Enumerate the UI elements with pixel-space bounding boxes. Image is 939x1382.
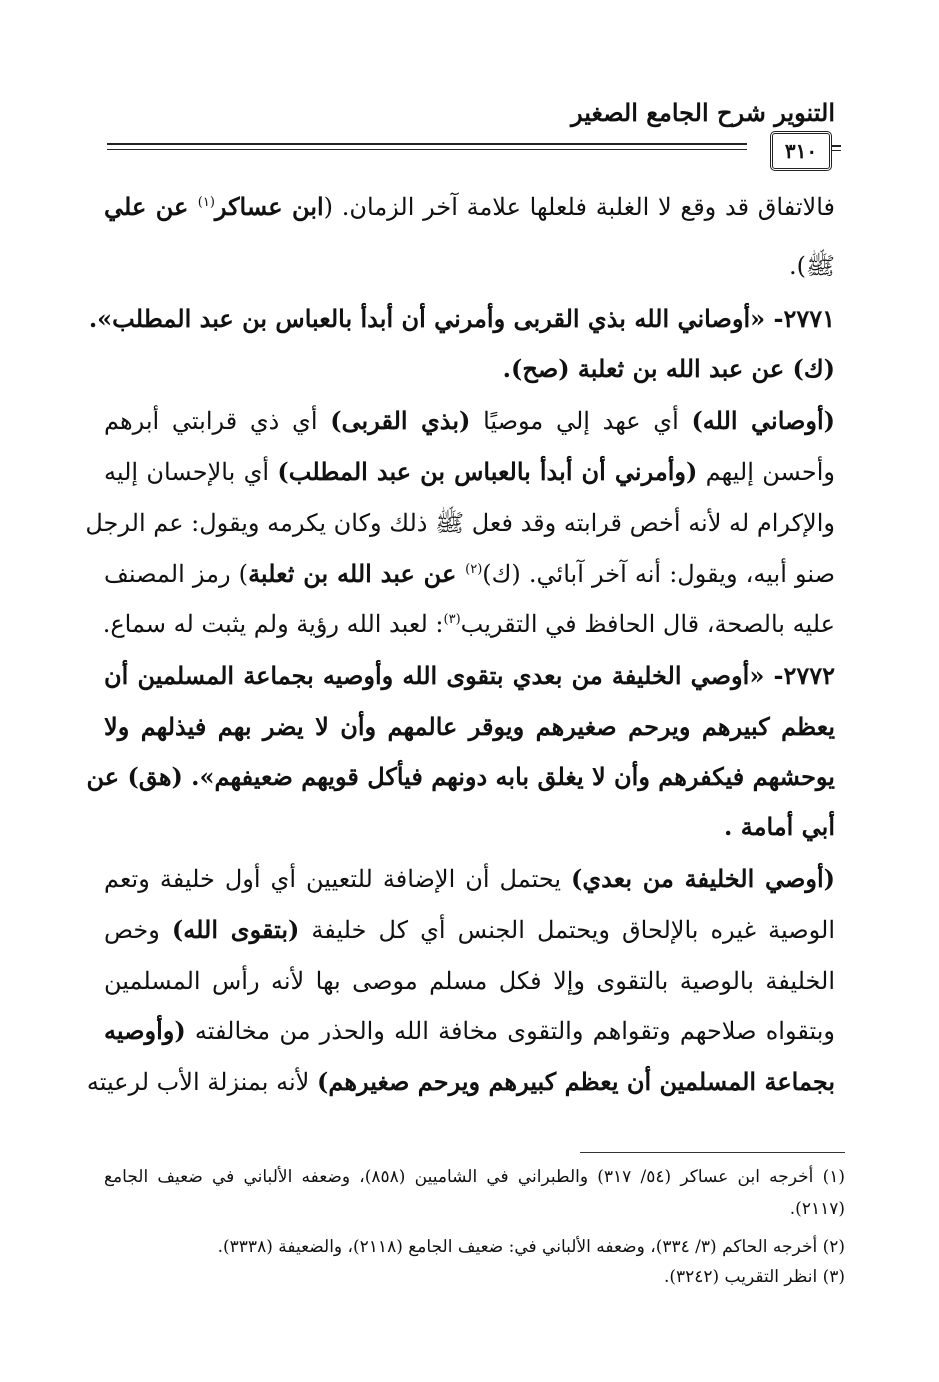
quoted-phrase: بجماعة المسلمين أن يعظم كبيرهم ويرحم صغيرهم) [316,1067,835,1096]
text-run: أي ذي قرابتي أبرهم [104,407,331,435]
hadith-2772-line-2 [104,710,835,744]
text-run: وخص [104,916,172,944]
text-run: عليه بالصحة، قال الحافظ في التقريب [460,610,835,638]
quoted-phrase: (وأوصيه [104,1016,186,1045]
footnote-ref: (٣) [443,612,461,627]
hadith-text: يوحشهم فيكفرهم وأن لا يغلق بابه دونهم فيأكل قويهم ضعيفهم». (هق) عن [86,762,835,791]
header-rule-thin [107,149,747,150]
text-line-6 [104,455,835,489]
quoted-phrase: (بذي القربى) [330,406,471,435]
hadith-2772-line-4 [104,810,835,844]
running-title: التنوير شرح الجامع الصغير [571,98,835,127]
text-line-7 [85,506,835,540]
text-run: أي بالإحسان إليه [104,458,278,486]
text-run: صنو أبيه، ويقول: أنه آخر آبائي. (ك) [482,560,835,588]
hadith-text: ٢٧٧١- «أوصاني الله بذي القربى وأمرني أن أبدأ بالعباس بن عبد المطلب». [88,304,835,333]
footnote-3: (٣) انظر التقريب (٣٢٤٢). [663,1267,845,1287]
text-line-1 [104,190,835,224]
text-line-9 [104,607,835,641]
hadith-2772-line-1 [104,659,835,693]
footnote-2: (٢) أخرجه الحاكم (٣/ ٣٣٤)، وضعفه الألباني في: ضعيف الجامع (٢١١٨)، والضعيفة (٣٣٣٨). [217,1237,845,1257]
text-run: وبتقواه صلاحهم وتقواهم والتقوى مخافة الله والحذر من مخالفته [185,1017,835,1045]
footnote-ref: (٢) [465,562,483,577]
text-run: الخليفة بالوصية بالتقوى وإلا فكل مسلم موصى بها لأنه رأس المسلمين [104,967,835,995]
text-run: يحتمل أن الإضافة للتعيين أي أول خليفة وتعم [104,865,572,893]
text-line-5 [104,404,835,438]
quoted-phrase: (بتقوى الله) [171,915,300,944]
text-line-14 [104,862,835,896]
text-line-18 [86,1065,835,1099]
hadith-2772-line-3 [86,760,835,794]
text-line-17 [104,1014,835,1048]
hadith-2771-line-1 [88,302,835,336]
footnote-1-cont: (٢١١٧). [789,1199,845,1219]
text-run: ﷺ). [789,252,835,280]
header-rule-tail [831,145,841,147]
hadith-text: ٢٧٧٢- «أوصي الخليفة من بعدي بتقوى الله وأوصيه بجماعة المسلمين أن [104,661,835,690]
header-rule-tail-thin [831,150,841,151]
source-name: عن علي [104,192,198,221]
text-line-8 [104,557,835,591]
quoted-phrase: (وأمرني أن أبدأ بالعباس بن عبد المطلب) [277,457,698,486]
page-number: ٣١٠ [770,131,832,171]
hadith-source: أبي أمامة . [724,812,835,841]
text-run: لأنه بمنزلة الأب لرعيته [86,1068,317,1096]
hadith-2771-line-2 [104,352,835,386]
text-run: ) رمز المصنف [104,560,249,588]
text-line-16 [104,964,835,998]
quoted-phrase: (أوصي الخليفة من بعدي) [571,864,835,893]
text-run: والإكرام له لأنه أخص قرابته وقد فعل ﷺ ذلك وكان يكرمه ويقول: عم الرجل [85,509,835,537]
header-rule [107,143,747,145]
text-run: : لعبد الله رؤية ولم يثبت له سماع. [102,610,444,638]
hadith-text: يعظم كبيرهم ويرحم صغيرهم ويوقر عالمهم وأن لا يضر بهم فيذلهم ولا [104,712,835,741]
hadith-source: (ك) عن عبد الله بن ثعلبة (صح). [502,354,835,383]
text-line-2 [104,249,835,283]
source-name: ابن عساكر [214,192,324,221]
footnote-separator [580,1152,845,1153]
text-run: وأحسن إليهم [697,458,836,486]
footnote-1: (١) أخرجه ابن عساكر (٥٤/ ٣١٧) والطبراني في الشاميين (٨٥٨)، وضعفه الألباني في ضعيف الجامع [104,1167,845,1187]
text-run: أي عهد إلي موصيًا [470,407,692,435]
text-line-15 [104,913,835,947]
text-run: فالاتفاق قد وقع لا الغلبة فلعلها علامة آخر الزمان. ( [323,193,835,221]
text-run: الوصية غيره بالإلحاق ويحتمل الجنس أي كل خليفة [299,916,835,944]
quoted-phrase: (أوصاني الله) [691,406,835,435]
source-name: عن عبد الله بن ثعلبة [248,559,466,588]
footnote-ref: (١) [197,195,215,210]
